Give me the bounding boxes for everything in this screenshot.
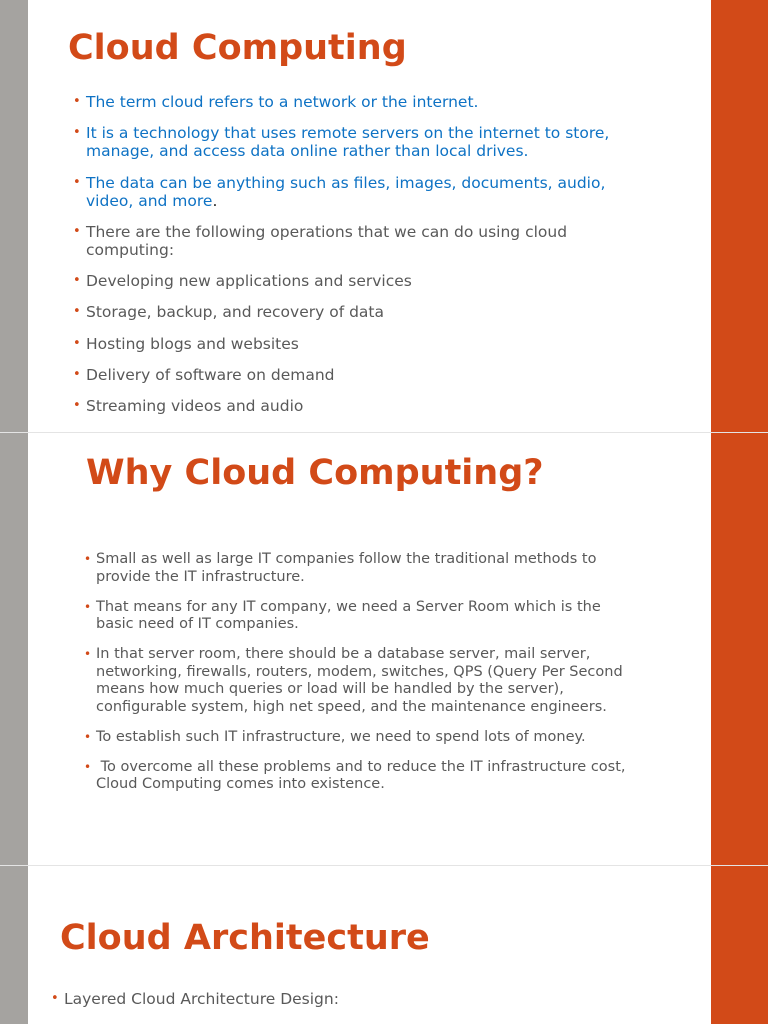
slide-title: Cloud Architecture xyxy=(60,918,430,958)
bullet-item: • Storage, backup, and recovery of data xyxy=(86,303,646,321)
bullet-item: • To overcome all these problems and to reduce the IT infrastructure cost, Cloud Computing comes into existence. xyxy=(96,759,626,794)
bullet-item: • To establish such IT infrastructure, we need to spend lots of money. xyxy=(96,729,626,747)
bullet-item: • There are the following operations that we can do using cloud computing: xyxy=(86,223,646,259)
right-accent-bar xyxy=(711,433,768,865)
bullet-item: • The term cloud refers to a network or the internet. xyxy=(86,93,646,111)
bullet-item: • Developing new applications and services xyxy=(86,272,646,290)
bullet-item: • Layered Cloud Architecture Design: xyxy=(64,990,664,1008)
bullet-suffix: . xyxy=(212,191,218,210)
bullet-item: • It is a technology that uses remote servers on the internet to store, manage, and access data online rather than local drives. xyxy=(86,124,646,160)
slide-why-cloud-computing xyxy=(0,433,768,865)
slide-title: Cloud Computing xyxy=(68,28,407,68)
bullet-item: • Streaming videos and audio xyxy=(86,397,646,415)
bullet-list xyxy=(86,93,646,429)
right-accent-bar xyxy=(711,0,768,432)
bullet-list xyxy=(96,551,631,806)
slide-cloud-architecture xyxy=(0,866,768,1024)
left-accent-bar xyxy=(0,0,28,432)
bullet-item: • Delivery of software on demand xyxy=(86,366,646,384)
bullet-list xyxy=(64,990,664,1022)
left-accent-bar xyxy=(0,433,28,865)
slide-title: Why Cloud Computing? xyxy=(86,453,544,493)
left-accent-bar xyxy=(0,866,28,1024)
bullet-item: • That means for any IT company, we need a Server Room which is the basic need of IT companies. xyxy=(96,599,626,634)
bullet-item: • In that server room, there should be a database server, mail server, networking, firewalls, routers, modem, switches, QPS (Query Per Second means how much queries or load will be handled by the server), configurable system, high net speed, and the maintenance engineers. xyxy=(96,646,626,716)
bullet-item: • Hosting blogs and websites xyxy=(86,335,646,353)
bullet-text: The data can be anything such as files, images, documents, audio, video, and more xyxy=(86,173,606,210)
bullet-item: • Small as well as large IT companies follow the traditional methods to provide the IT infrastructure. xyxy=(96,551,626,586)
right-accent-bar xyxy=(711,866,768,1024)
slide-cloud-computing xyxy=(0,0,768,432)
bullet-item xyxy=(86,174,646,210)
